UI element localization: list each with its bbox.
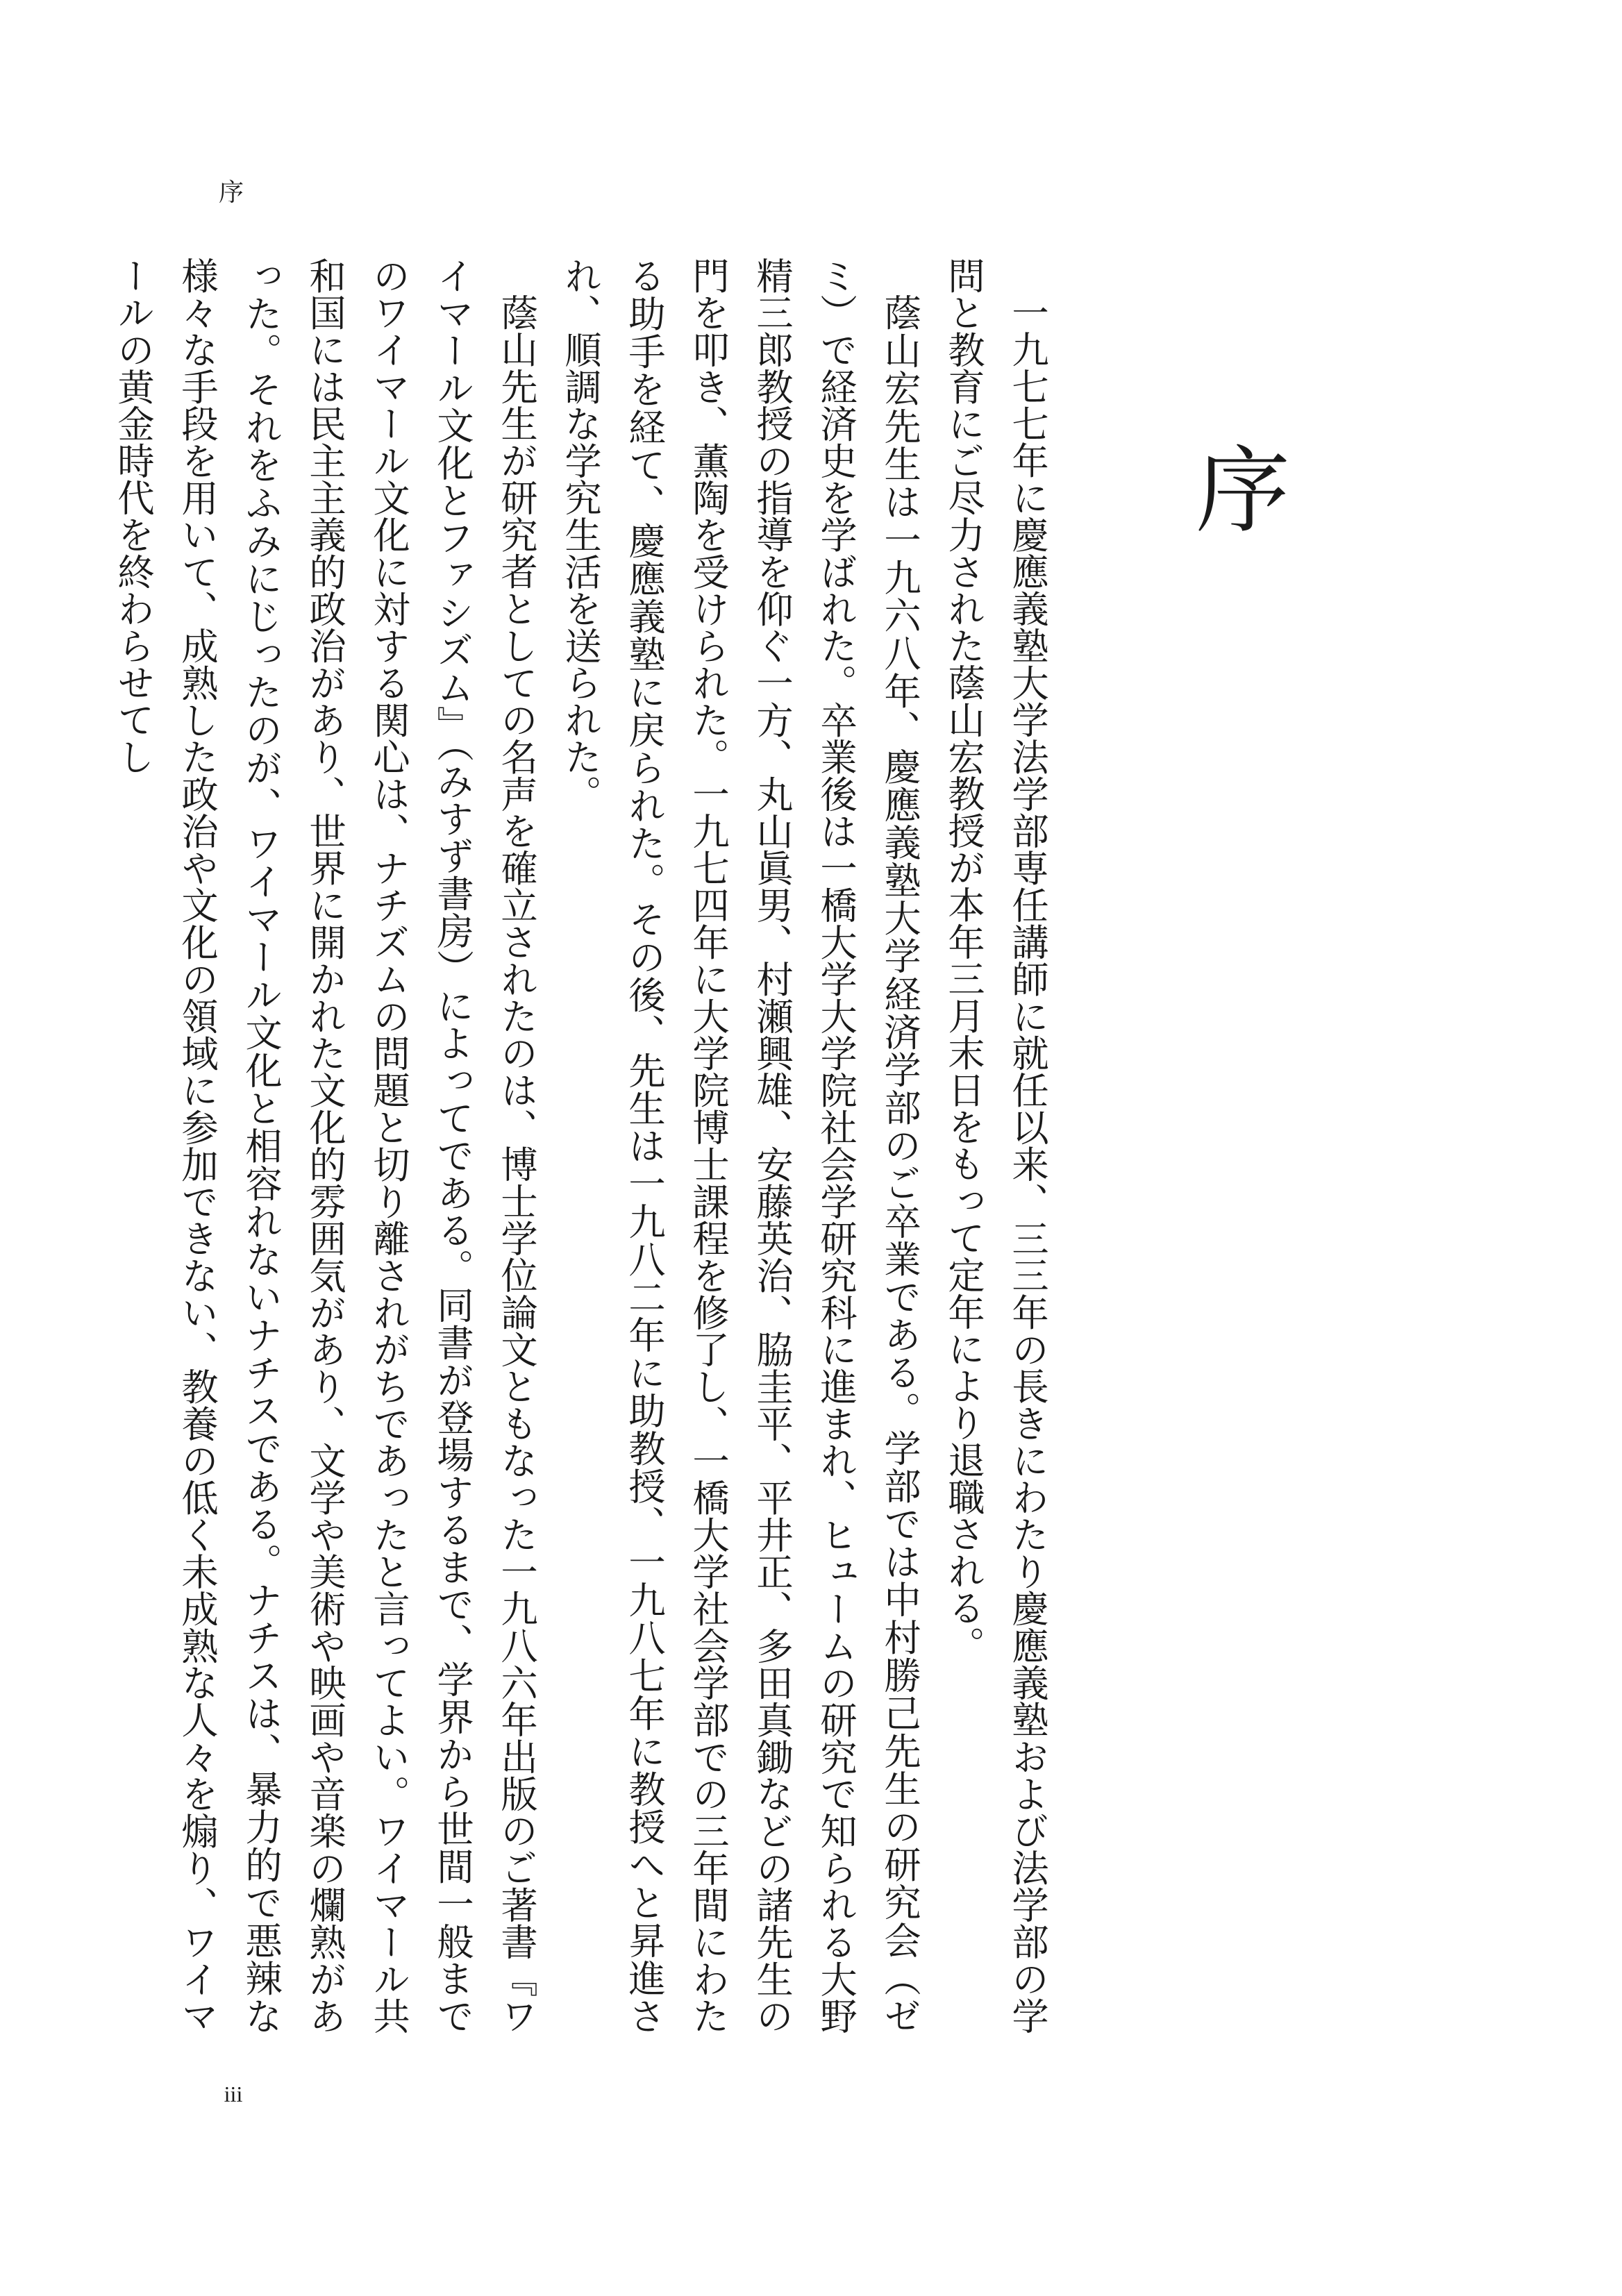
running-head: 序 xyxy=(218,178,244,207)
paragraph: 蔭山先生が研究者としての名声を確立されたのは、博士学位論文ともなった一九八六年出版のご著書『ワイマール文化とファシズム』（みすず書房）によってである。同書が登場するまで、学界から世間一般までのワイマール文化に対する関心は、ナチズムの問題と切り離されがちであったと言ってよい。ワイマール共和国には民主主義的政治があり、世界に開かれた文化的雰囲気があり、文学や美術や映画や音楽の爛熟があった。それをふみにじったのが、ワイマール文化と相容れないナチスである。ナチスは、暴力的で悪辣な様々な手段を用いて、成熟した政治や文化の領域に参加できない、教養の低く未成熟な人々を煽り、ワイマールの黄金時代を終わらせてし xyxy=(112,257,538,2034)
body-text xyxy=(101,257,1060,2034)
paragraph: 一九七七年に慶應義塾大学法学部専任講師に就任以来、三三年の長きにわたり慶應義塾および法学部の学問と教育にご尽力された蔭山宏教授が本年三月末日をもって定年により退職される。 xyxy=(942,257,1049,2034)
page-title: 序 xyxy=(1196,437,1290,546)
paragraph: 蔭山宏先生は一九六八年、慶應義塾大学経済学部のご卒業である。学部では中村勝己先生の研究会（ゼミ）で経済史を学ばれた。卒業後は一橋大学大学院社会学研究科に進まれ、ヒュームの研究で知られる大野精三郎教授の指導を仰ぐ一方、丸山眞男、村瀬興雄、安藤英治、脇圭平、平井正、多田真鋤などの諸先生の門を叩き、薫陶を受けられた。一九七四年に大学院博士課程を修了し、一橋大学社会学部での三年間にわたる助手を経て、慶應義塾に戻られた。その後、先生は一九八二年に助教授、一九八七年に教授へと昇進され、順調な学究生活を送られた。 xyxy=(559,257,921,2034)
page-number: iii xyxy=(224,2081,243,2106)
